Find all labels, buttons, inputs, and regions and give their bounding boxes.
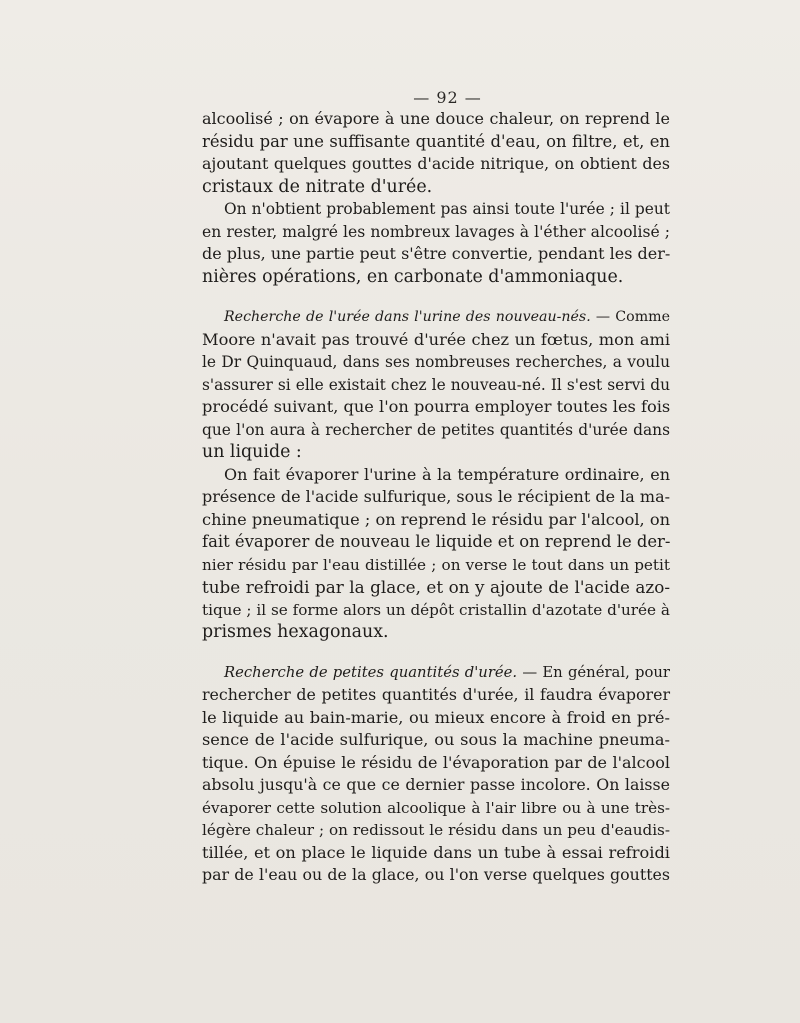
text-line: par de l'eau ou de la glace, ou l'on verse quelques gouttes	[202, 865, 670, 884]
paragraph-4	[202, 464, 670, 644]
text-line: absolu jusqu'à ce que ce dernier passe incolore. On laisse	[202, 775, 670, 794]
text-line	[202, 662, 670, 685]
section-heading: Recherche de l'urée dans l'urine des nouveau-nés.	[224, 309, 591, 325]
text-line: nières opérations, en carbonate d'ammoniaque.	[202, 266, 624, 287]
text-line	[202, 306, 670, 329]
text-line: On n'obtient probablement pas ainsi toute l'urée ; il peut	[224, 200, 670, 218]
text-line: tique ; il se forme alors un dépôt cristallin d'azotate d'urée à	[202, 600, 670, 619]
text-line: nier résidu par l'eau distillée ; on verse le tout dans un petit	[202, 555, 670, 574]
text-line: tillée, et on place le liquide dans un tube à essai refroidi	[202, 842, 670, 862]
page-number: — 92 —	[413, 88, 482, 107]
text-line: résidu par une suffisante quantité d'eau, on filtre, et, en	[202, 131, 670, 151]
paragraph-1	[202, 108, 670, 198]
text-line: de plus, une partie peut s'être convertie, pendant les der-	[202, 244, 671, 263]
text-line: alcoolisé ; on évapore à une douce chaleur, on reprend le	[202, 109, 670, 128]
text-line: que l'on aura à rechercher de petites quantités d'urée dans	[202, 420, 670, 439]
text-line: sence de l'acide sulfurique, ou sous la machine pneuma-	[202, 730, 670, 749]
text-line: présence de l'acide sulfurique, sous le récipient de la ma-	[202, 487, 671, 506]
text-line: On fait évaporer l'urine à la température ordinaire, en	[224, 464, 670, 484]
text-line: cristaux de nitrate d'urée.	[202, 176, 433, 197]
section-heading: Recherche de petites quantités d'urée.	[224, 663, 518, 681]
paragraph-3	[202, 306, 670, 464]
text-line: chine pneumatique ; on reprend le résidu par l'alcool, on	[202, 509, 670, 529]
text-fragment: — En général, pour	[517, 663, 670, 681]
text-line: en rester, malgré les nombreux lavages à l'éther alcoolisé ;	[202, 222, 670, 241]
text-line: Moore n'avait pas trouvé d'urée chez un fœtus, mon ami	[202, 329, 670, 349]
text-line: le liquide au bain-marie, ou mieux encore à froid en pré-	[202, 707, 670, 727]
text-line: tique. On épuise le résidu de l'évaporation par de l'alcool	[202, 752, 670, 772]
text-line: le Dr Quinquaud, dans ses nombreuses recherches, a voulu	[202, 353, 670, 371]
paragraph-2	[202, 198, 670, 288]
text-line: rechercher de petites quantités d'urée, il faudra évaporer	[202, 685, 670, 704]
text-line: ajoutant quelques gouttes d'acide nitrique, on obtient des	[202, 154, 670, 173]
paragraph-5	[202, 662, 670, 887]
text-line: un liquide :	[202, 442, 302, 462]
text-line: tube refroidi par la glace, et on y ajoute de l'acide azo-	[202, 577, 670, 597]
text-line: évaporer cette solution alcoolique à l'air libre ou à une très-	[202, 798, 670, 817]
body-text	[202, 108, 670, 887]
text-fragment: — Comme	[590, 309, 670, 325]
text-line: fait évaporer de nouveau le liquide et on reprend le der-	[202, 532, 671, 551]
text-line: légère chaleur ; on redissout le résidu dans un peu d'eaudis-	[202, 821, 670, 839]
text-line: s'assurer si elle existait chez le nouveau-né. Il s'est servi du	[202, 375, 670, 394]
text-line: procédé suivant, que l'on pourra employer toutes les fois	[202, 397, 671, 416]
text-line: prismes hexagonaux.	[202, 622, 389, 642]
